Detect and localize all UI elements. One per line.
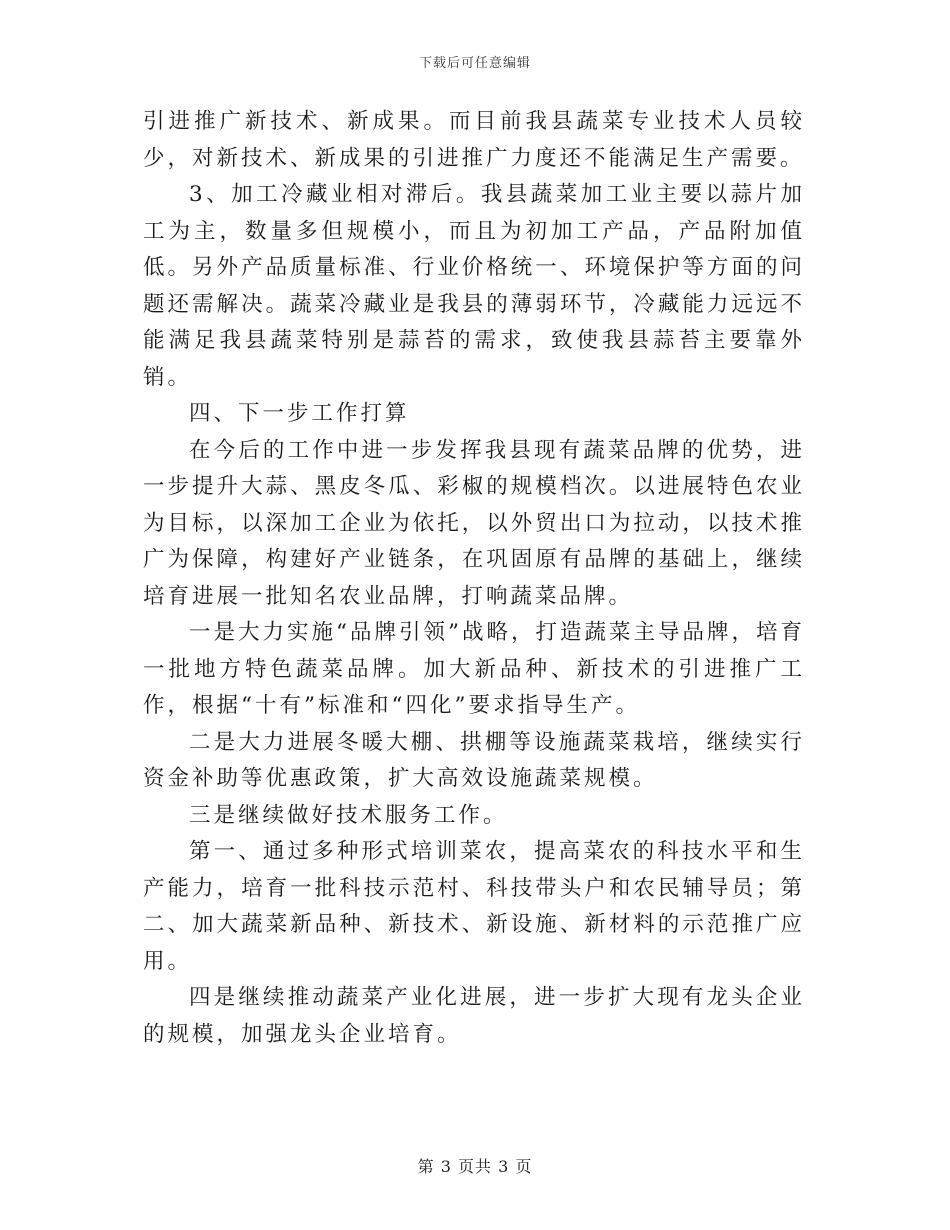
document-body bbox=[143, 104, 805, 1053]
paragraph-4: 在今后的工作中进一步发挥我县现有蔬菜品牌的优势，进一步提升大蒜、黑皮冬瓜、彩椒的规模档次。以进展特色农业为目标，以深加工企业为依托，以外贸出口为拉动，以技术推广为保障，构建好产业链条，在巩固原有品牌的基础上，继续培育进展一批知名农业品牌，打响蔬菜品牌。 bbox=[143, 437, 805, 609]
paragraph-6: 二是大力进展冬暖大棚、拱棚等设施蔬菜栽培，继续实行资金补助等优惠政策，扩大高效设施蔬菜规模。 bbox=[143, 729, 805, 791]
paragraph-2: 3、加工冷藏业相对滞后。我县蔬菜加工业主要以蒜片加工为主，数量多但规模小，而且为初加工产品，产品附加值低。另外产品质量标准、行业价格统一、环境保护等方面的问题还需解决。蔬菜冷藏业是我县的薄弱环节，冷藏能力远远不能满足我县蔬菜特别是蒜苔的需求，致使我县蒜苔主要靠外销。 bbox=[143, 182, 805, 390]
paragraph-8: 第一、通过多种形式培训菜农，提高菜农的科技水平和生产能力，培育一批科技示范村、科技带头户和农民辅导员；第二、加大蔬菜新品种、新技术、新设施、新材料的示范推广应用。 bbox=[143, 839, 805, 974]
paragraph-9: 四是继续推动蔬菜产业化进展，进一步扩大现有龙头企业的规模，加强龙头企业培育。 bbox=[143, 985, 805, 1047]
paragraph-1: 引进推广新技术、新成果。而目前我县蔬菜专业技术人员较少，对新技术、新成果的引进推广力度还不能满足生产需要。 bbox=[143, 109, 805, 171]
section-heading: 四、下一步工作打算 bbox=[189, 401, 410, 426]
header-note: 下载后可任意编辑 bbox=[418, 56, 531, 71]
paragraph-5: 一是大力实施“品牌引领”战略，打造蔬菜主导品牌，培育一批地方特色蔬菜品牌。加大新品种、新技术的引进推广工作，根据“十有”标准和“四化”要求指导生产。 bbox=[143, 620, 805, 718]
page-number: 第 3 页共 3 页 bbox=[417, 1157, 533, 1176]
paragraph-7: 三是继续做好技术服务工作。 bbox=[189, 802, 508, 828]
